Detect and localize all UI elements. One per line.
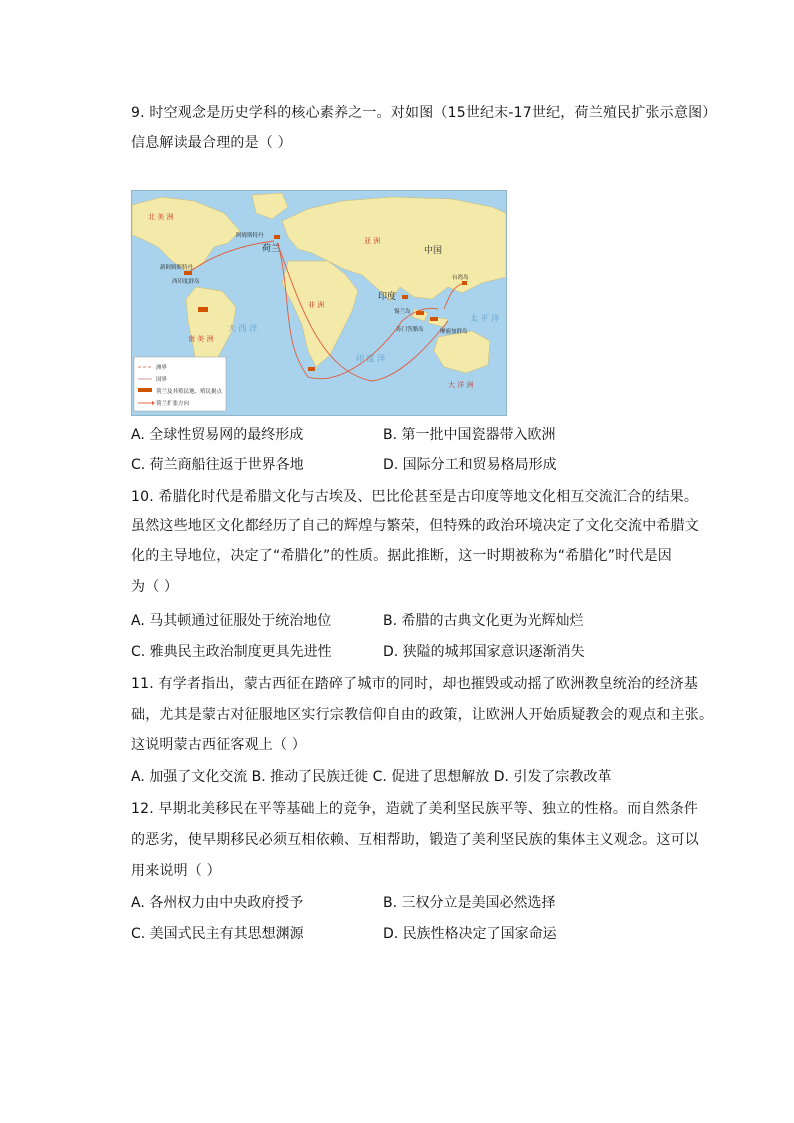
q10-option-a[interactable]: A. 马其顿通过征服处于统治地位 — [131, 613, 332, 629]
q10-stem-line-1: 10. 希腊化时代是希腊文化与古埃及、巴比伦甚至是古印度等地文化相互交流汇合的结果。 — [131, 489, 699, 505]
legend-national-border: 国界 — [156, 377, 168, 383]
q11-stem-line-1: 11. 有学者指出，蒙古西征在踏碎了城市的同时，却也摧毁或动摇了欧洲教皇统治的经济基 — [131, 676, 699, 692]
q11-options[interactable]: A. 加强了文化交流 B. 推动了民族迁徙 C. 促进了思想解放 D. 引发了宗教改革 — [131, 769, 612, 785]
q11-stem-line-3: 这说明蒙古西征客观上（ ） — [131, 737, 307, 753]
q10-option-b[interactable]: B. 希腊的古典文化更为光辉灿烂 — [383, 613, 584, 629]
label-asia: 亚 洲 — [364, 237, 381, 245]
q9-stem-line-2: 信息解读最合理的是（ ） — [131, 135, 292, 151]
q12-option-c[interactable]: C. 美国式民主有其思想渊源 — [131, 926, 304, 942]
q10-option-d[interactable]: D. 狭隘的城邦国家意识逐渐消失 — [383, 644, 585, 660]
label-netherlands: 荷兰 — [262, 244, 281, 254]
label-indian-ocean: 印 度 洋 — [356, 354, 386, 363]
map-legend — [134, 357, 226, 411]
q10-stem-line-4: 为（ ） — [131, 579, 179, 595]
q9-option-c[interactable]: C. 荷兰商船往返于世界各地 — [131, 457, 304, 473]
label-africa: 非 洲 — [308, 301, 325, 309]
label-north-america: 北 美 洲 — [148, 213, 174, 221]
q9-option-d[interactable]: D. 国际分工和贸易格局形成 — [383, 457, 557, 473]
q9-stem-line-1: 9. 时空观念是历史学科的核心素养之一。对如图（15世纪末-17世纪，荷兰殖民扩张示意图） — [131, 105, 717, 121]
label-india: 印度 — [378, 292, 397, 302]
q9-option-a[interactable]: A. 全球性贸易网的最终形成 — [131, 427, 304, 443]
q12-option-d[interactable]: D. 民族性格决定了国家命运 — [383, 926, 557, 942]
dutch-expansion-map — [131, 190, 507, 416]
label-atlantic: 大 西 洋 — [228, 324, 258, 333]
q12-stem-line-1: 12. 早期北美移民在平等基础上的竞争，造就了美利坚民族平等、独立的性格。而自然条件 — [131, 801, 699, 817]
legend-continent-border: 洲界 — [156, 365, 168, 371]
q11-stem-line-2: 础，尤其是蒙古对征服地区实行宗教信仰自由的政策，让欧洲人开始质疑教会的观点和主张。 — [131, 707, 714, 723]
q10-stem-line-3: 化的主导地位，决定了“希腊化”的性质。据此推断，这一时期被称为“希腊化”时代是因 — [131, 548, 673, 564]
q10-option-c[interactable]: C. 雅典民主政治制度更具先进性 — [131, 644, 332, 660]
label-south-america: 南 美 洲 — [188, 335, 214, 343]
label-pacific: 太 平 洋 — [470, 314, 500, 323]
label-ceylon: 锡兰岛 — [394, 309, 411, 315]
q12-stem-line-2: 的恶劣，使早期移民必须互相依赖、互相帮助，锻造了美利坚民族的集体主义观念。这可以 — [131, 832, 699, 848]
label-new-amsterdam: 新阿姆斯特丹 — [160, 265, 194, 271]
label-oceania: 大 洋 洲 — [448, 381, 474, 389]
label-china: 中国 — [424, 246, 443, 256]
legend-dutch-colonies: 荷兰及其殖民地、殖民据点 — [156, 389, 223, 395]
q12-option-a[interactable]: A. 各州权力由中央政府授予 — [131, 895, 304, 911]
q9-option-b[interactable]: B. 第一批中国瓷器带入欧洲 — [383, 427, 556, 443]
q10-stem-line-2: 虽然这些地区文化都经历了自己的辉煌与繁荣，但特殊的政治环境决定了文化交流中希腊文 — [131, 518, 699, 534]
legend-expansion-direction: 荷兰扩张方向 — [156, 401, 190, 407]
label-taiwan: 台湾岛 — [452, 275, 469, 281]
label-west-indies: 西印度群岛 — [172, 279, 200, 285]
q12-stem-line-3: 用来说明（ ） — [131, 863, 221, 879]
q12-option-b[interactable]: B. 三权分立是美国必然选择 — [383, 895, 556, 911]
label-moluccas: 摩鹿加群岛 — [440, 329, 468, 335]
label-sumatra: 苏门答腊岛 — [396, 327, 424, 333]
label-amsterdam: 阿姆斯特丹 — [236, 233, 264, 239]
